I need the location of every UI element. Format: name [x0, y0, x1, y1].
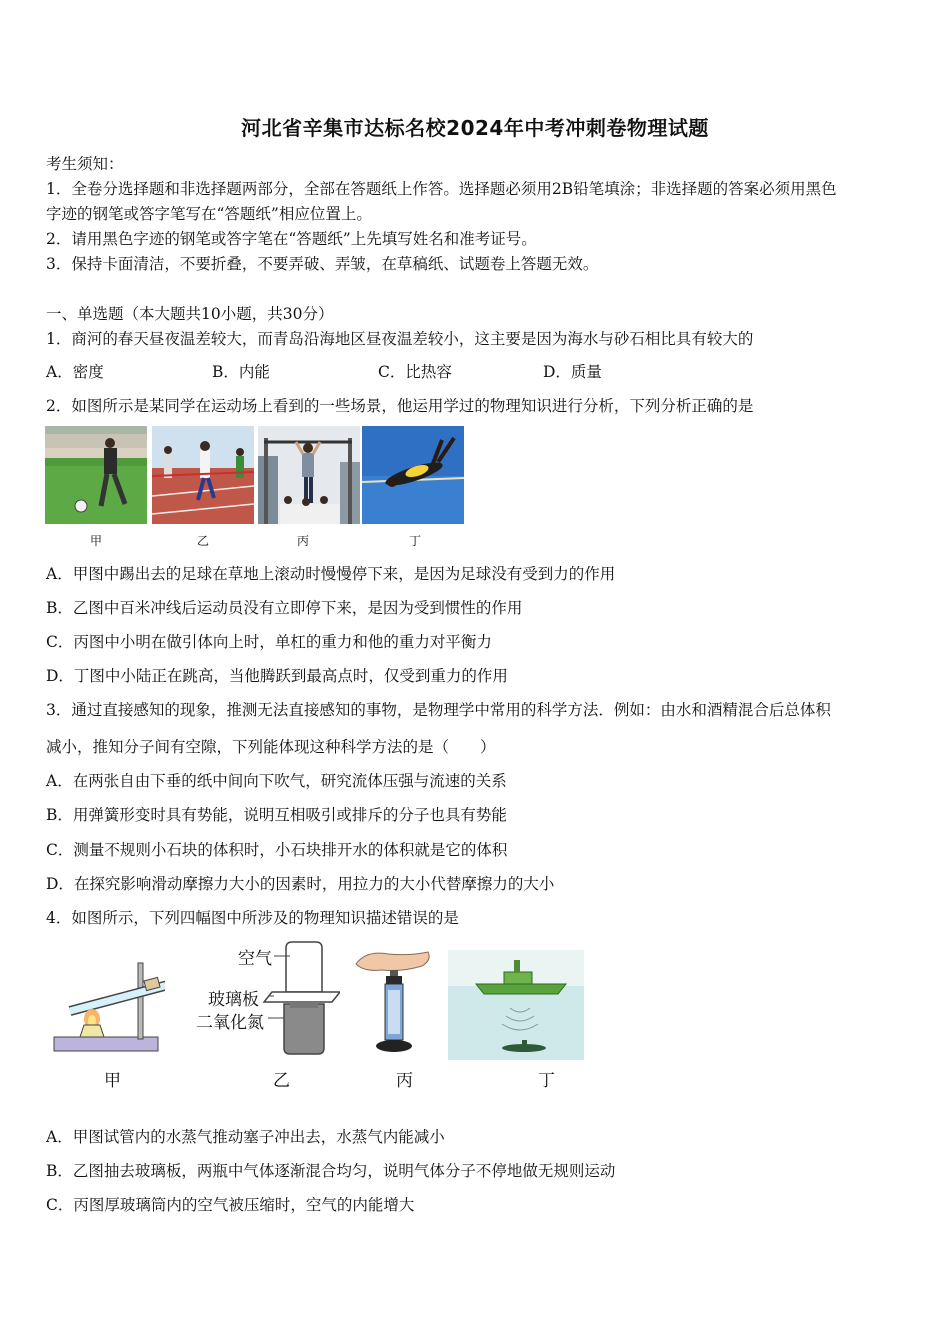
q1-option-c: C．比热容: [378, 363, 452, 381]
q2-option-d: D．丁图中小陆正在跳高，当他腾跃到最高点时，仅受到重力的作用: [46, 667, 508, 685]
notice-line-2: 2．请用黑色字迹的钢笔或答字笔在“答题纸”上先填写姓名和准考证号。: [46, 230, 537, 248]
q4-figure-ding: [448, 950, 584, 1064]
q4-label-glass: 玻璃板: [208, 990, 259, 1010]
q3-option-b: B．用弹簧形变时具有势能，说明互相吸引或排斥的分子也具有势能: [46, 806, 507, 824]
q4-label-air: 空气: [238, 949, 272, 969]
q2-photo-jia: [45, 426, 147, 524]
q3-stem-line2: 减小，推知分子间有空隙，下列能体现这种科学方法的是（ ）: [46, 738, 496, 756]
q3-option-c: C．测量不规则小石块的体积时，小石块排开水的体积就是它的体积: [46, 841, 508, 859]
page-title: 河北省辛集市达标名校2024年中考冲刺卷物理试题: [241, 116, 709, 140]
q4-figure-jia: [50, 955, 165, 1064]
q2-caption-yi: 乙: [196, 534, 209, 548]
q2-stem: 2．如图所示是某同学在运动场上看到的一些场景，他运用学过的物理知识进行分析，下列分析正确的是: [46, 397, 754, 415]
q2-option-b: B．乙图中百米冲线后运动员没有立即停下来，是因为受到惯性的作用: [46, 599, 523, 617]
q1-option-d: D．质量: [543, 363, 602, 381]
q3-option-a: A．在两张自由下垂的纸中间向下吹气，研究流体压强与流速的关系: [46, 772, 507, 790]
q4-stem: 4．如图所示，下列四幅图中所涉及的物理知识描述错误的是: [46, 909, 459, 927]
q4-option-b: B．乙图抽去玻璃板，两瓶中气体逐渐混合均匀，说明气体分子不停地做无规则运动: [46, 1162, 616, 1180]
q2-photo-ding: [362, 426, 464, 524]
notice-heading: 考生须知：: [46, 155, 124, 173]
q2-caption-jia: 甲: [89, 534, 102, 548]
q4-option-a: A．甲图试管内的水蒸气推动塞子冲出去，水蒸气内能减小: [46, 1128, 445, 1146]
q4-caption-jia: 甲: [104, 1071, 121, 1091]
q1-option-a: A．密度: [46, 363, 104, 381]
notice-line-1b: 字迹的钢笔或答字笔写在“答题纸”相应位置上。: [46, 205, 372, 223]
q2-photo-yi: [152, 426, 254, 524]
q4-caption-bing: 丙: [396, 1071, 413, 1091]
q3-stem-line1: 3．通过直接感知的现象，推测无法直接感知的事物，是物理学中常用的科学方法．例如：由水和酒精混合后总体积: [46, 701, 831, 719]
q2-caption-bing: 丙: [296, 534, 309, 548]
q2-caption-ding: 丁: [408, 534, 421, 548]
q3-option-d: D．在探究影响滑动摩擦力大小的因素时，用拉力的大小代替摩擦力的大小: [46, 875, 555, 893]
q2-option-c: C．丙图中小明在做引体向上时，单杠的重力和他的重力对平衡力: [46, 633, 492, 651]
notice-line-3: 3．保持卡面清洁，不要折叠，不要弄破、弄皱，在草稿纸、试题卷上答题无效。: [46, 255, 599, 273]
q1-option-b: B．内能: [212, 363, 270, 381]
q4-label-co2: 二氧化氮: [196, 1013, 264, 1033]
section-heading: 一、单选题（本大题共10小题，共30分）: [46, 305, 334, 323]
q2-option-a: A．甲图中踢出去的足球在草地上滚动时慢慢停下来，是因为足球没有受到力的作用: [46, 565, 616, 583]
q4-caption-yi: 乙: [273, 1071, 290, 1091]
q1-stem: 1．商河的春天昼夜温差较大，而青岛沿海地区昼夜温差较小，这主要是因为海水与砂石相比具有较大的: [46, 330, 754, 348]
q4-option-c: C．丙图厚玻璃筒内的空气被压缩时，空气的内能增大: [46, 1196, 415, 1214]
q4-caption-ding: 丁: [538, 1071, 555, 1091]
q4-figure-bing: [352, 946, 434, 1065]
notice-line-1a: 1．全卷分选择题和非选择题两部分，全部在答题纸上作答。选择题必须用2B铅笔填涂；非选择题的答案必须用黑色: [46, 180, 837, 198]
q2-photo-bing: [258, 426, 360, 524]
